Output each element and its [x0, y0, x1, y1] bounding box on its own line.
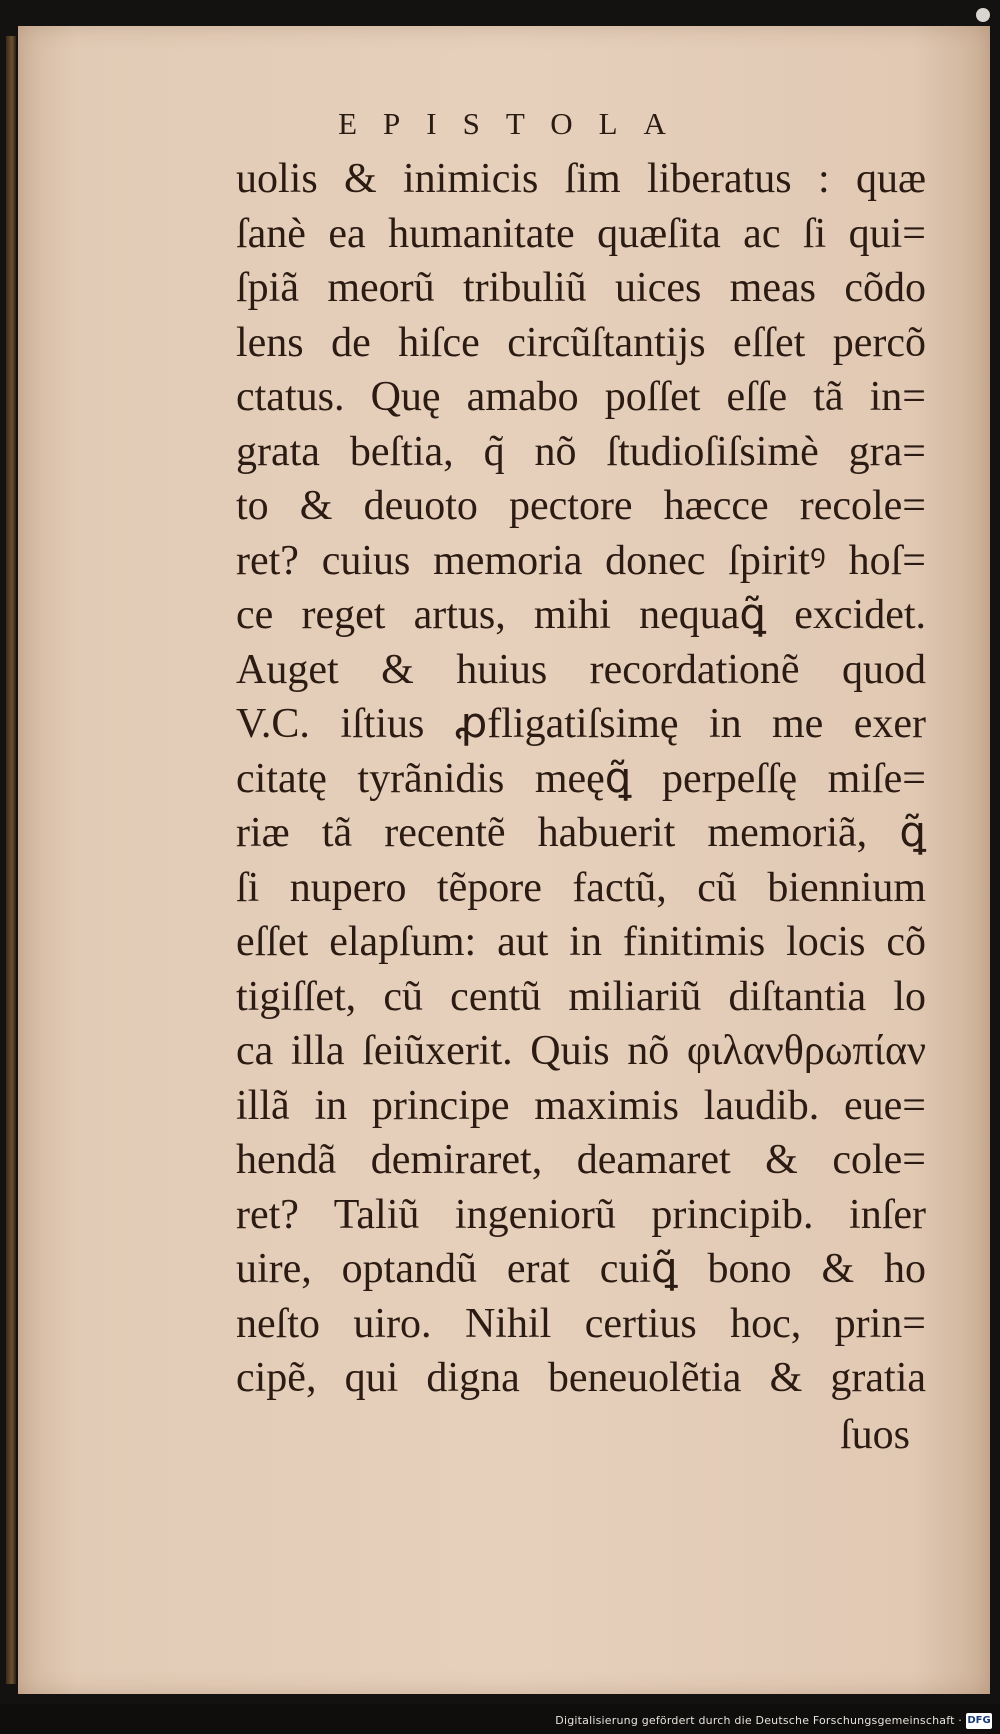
text-line: eſſet elapſum: aut in finitimis locis cõ — [236, 919, 926, 965]
dfg-logo: DFG — [966, 1713, 992, 1729]
text-line: uire, optandũ erat cuiꝗ̃ bono & ho — [236, 1246, 926, 1292]
text-line: ce reget artus, mihi nequaꝗ̃ excidet. — [236, 592, 926, 638]
running-head: EPISTOLA — [338, 106, 692, 141]
corner-marker — [976, 8, 990, 22]
text-line: ſi nupero tẽpore factũ, cũ biennium — [236, 864, 926, 911]
text-line: grata beſtia, q̃ nõ ſtudioſiſsimè gra= — [236, 428, 926, 475]
text-line: ſanè ea humanitate quæſita ac ſi qui= — [236, 210, 926, 257]
book-spine-edge — [6, 36, 16, 1684]
text-line: ret? cuius memoria donec ſpiritꝰ hoſ= — [236, 537, 926, 584]
footer-bar — [0, 1704, 1000, 1734]
text-line: hendã demiraret, deamaret & cole= — [236, 1137, 926, 1183]
text-line: cipẽ, qui digna beneuolẽtia & gratia — [236, 1355, 926, 1401]
text-line: ctatus. Quę amabo poſſet eſſe tã in= — [236, 374, 926, 420]
text-line: V.C. iſtius ꝓfligatiſsimę in me exer — [236, 701, 926, 747]
text-line: ca illa ſeiũxerit. Quis nõ φιλανθρωπίαν — [236, 1028, 926, 1074]
text-block — [236, 152, 926, 1406]
text-line: tigiſſet, cũ centũ miliariũ diſtantia lo — [236, 973, 926, 1020]
catchword: ſuos — [840, 1412, 911, 1458]
text-line: Auget & huius recordationẽ quod — [236, 646, 926, 693]
text-line: lens de hiſce circũſtantijs eſſet percõ — [236, 319, 926, 366]
text-line: uolis & inimicis ſim liberatus : quæ — [236, 156, 926, 202]
text-line: illã in principe maximis laudib. eue= — [236, 1082, 926, 1129]
text-line: ret? Taliũ ingeniorũ principib. inſer — [236, 1191, 926, 1238]
text-line: citatę tyrãnidis meęꝗ̃ perpeſſę miſe= — [236, 755, 926, 802]
footer-credit: Digitalisierung gefördert durch die Deutsche Forschungsgemeinschaft · — [555, 1714, 962, 1727]
text-line: riæ tã recentẽ habuerit memoriã, ꝗ̃ — [236, 810, 926, 856]
text-line: neſto uiro. Nihil certius hoc, prin= — [236, 1300, 926, 1347]
text-line: ſpiã meorũ tribuliũ uices meas cõdo — [236, 265, 926, 311]
text-line: to & deuoto pectore hæcce recole= — [236, 483, 926, 529]
